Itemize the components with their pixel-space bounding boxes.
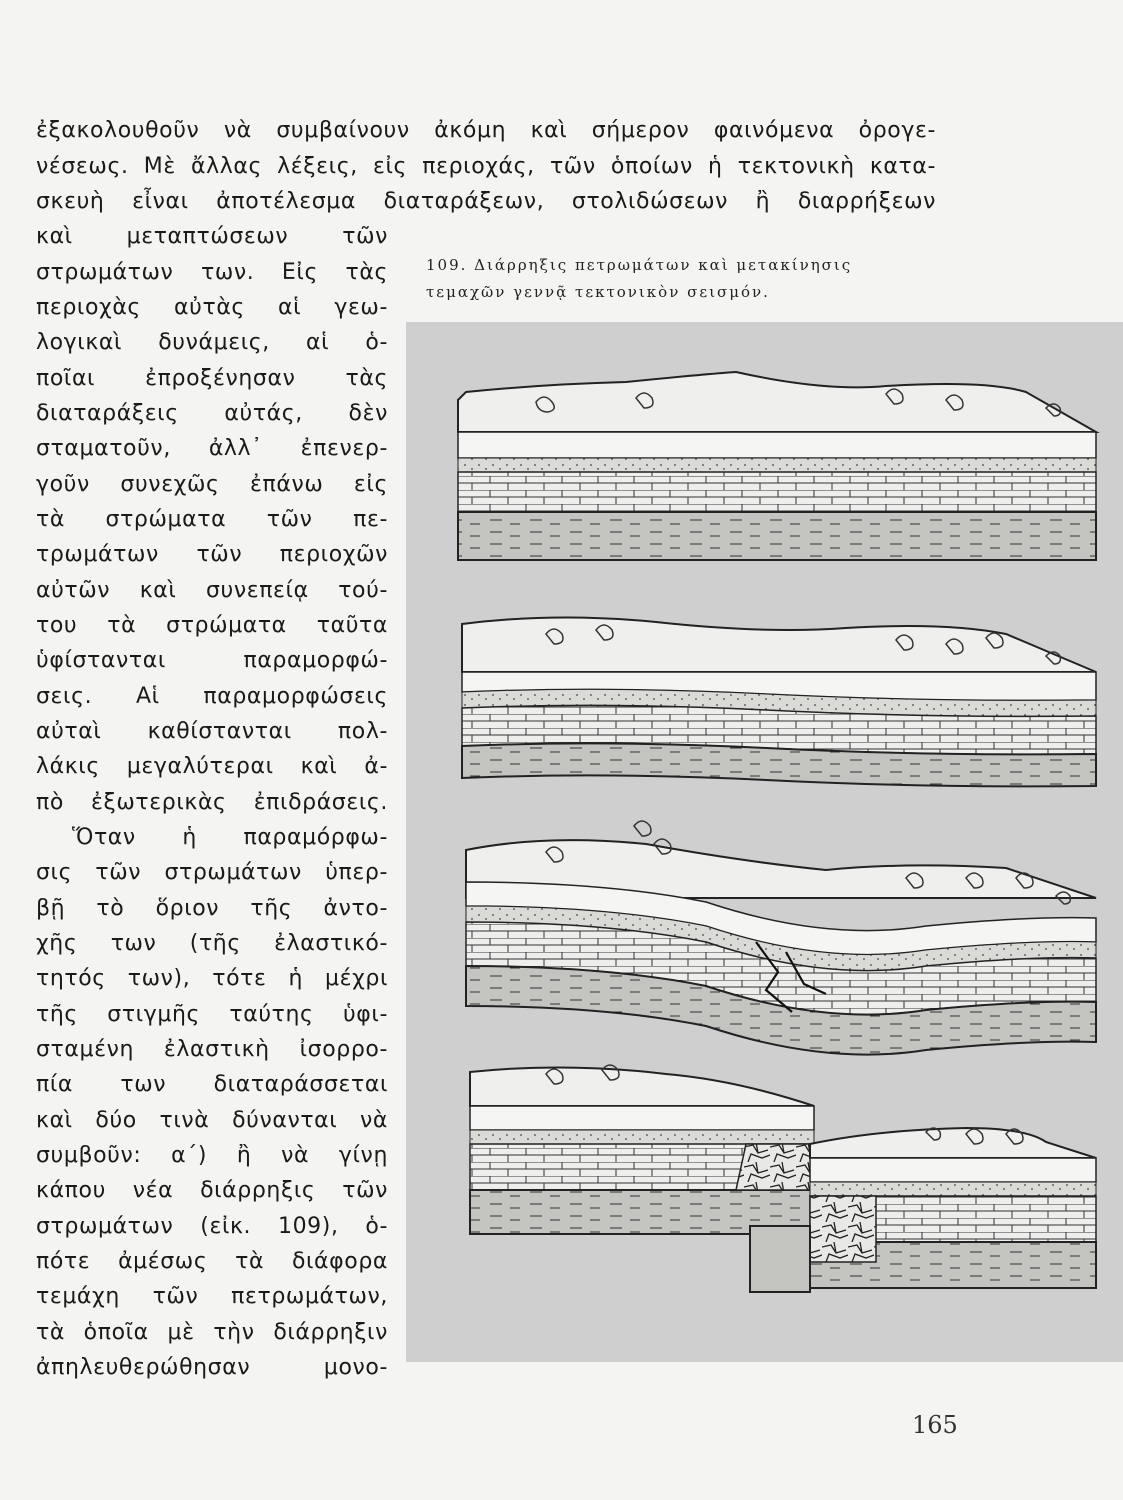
page-number: 165 <box>912 1411 958 1439</box>
text-line: νέσεως. Μὲ ἄλλας λέξεις, εἰς περιοχάς, τῶν ὁποίων ἡ τεκτονικὴ κατα- <box>36 154 936 179</box>
block-stage-1 <box>458 372 1096 560</box>
text-line: συμβοῦν: α΄) ἢ νὰ γίνῃ <box>36 1143 388 1168</box>
text-line: βῇ τὸ ὅριον τῆς ἀντο- <box>36 896 388 921</box>
text-line: Ὅταν ἡ παραμόρφω- <box>72 825 388 850</box>
text-line: λάκις μεγαλύτεραι καὶ ἀ- <box>36 754 388 779</box>
text-line: λογικαὶ δυνάμεις, αἱ ὁ- <box>36 330 388 355</box>
text-line: του τὰ στρώματα ταῦτα <box>36 613 388 638</box>
text-line: στρωμάτων των. Εἰς τὰς <box>36 260 388 285</box>
text-line: περιοχὰς αὐτὰς αἱ γεω- <box>36 295 388 320</box>
text-line: αὐταὶ καθίστανται πολ- <box>36 719 388 744</box>
text-line: τητός των), τότε ἡ μέχρι <box>36 966 388 991</box>
block-stage-4 <box>470 1065 1096 1292</box>
text-line: πὸ ἐξωτερικὰς ἐπιδράσεις. <box>36 790 388 815</box>
block-stage-2 <box>462 617 1096 786</box>
text-line: γοῦν συνεχῶς ἐπάνω εἰς <box>36 472 388 497</box>
figure-illustration <box>406 322 1123 1362</box>
text-line: κάπου νέα διάρρηξις τῶν <box>36 1178 388 1203</box>
block-diagram-svg <box>406 322 1123 1362</box>
text-line: σεις. Αἱ παραμορφώσεις <box>36 684 388 709</box>
text-line: αὐτῶν καὶ συνεπείᾳ τού- <box>36 578 388 603</box>
text-line: σκευὴ εἶναι ἀποτέλεσμα διαταράξεων, στολιδώσεων ἢ διαρρήξεων <box>36 189 936 214</box>
text-line: σις τῶν στρωμάτων ὑπερ- <box>36 860 388 885</box>
text-line: ὑφίστανται παραμορφώ- <box>36 648 388 673</box>
figure-caption-line: 109. Διάρρηξις πετρωμάτων καὶ μετακίνησις <box>426 256 853 274</box>
text-line: χῆς των (τῆς ἐλαστικό- <box>36 931 388 956</box>
text-line: σταματοῦν, ἀλλ᾽ ἐπενερ- <box>36 436 388 461</box>
text-line: τὰ στρώματα τῶν πε- <box>36 507 388 532</box>
text-line: διαταράξεις αὐτάς, δὲν <box>36 401 388 426</box>
text-line: καὶ δύο τινὰ δύνανται νὰ <box>36 1108 388 1133</box>
text-line: ἐξακολουθοῦν νὰ συμβαίνουν ἀκόμη καὶ σήμερον φαινόμενα ὀρογε- <box>36 118 936 143</box>
text-line: ποῖαι ἐπροξένησαν τὰς <box>36 366 388 391</box>
text-line: καὶ μεταπτώσεων τῶν <box>36 224 388 249</box>
text-line: πία των διαταράσσεται <box>36 1072 388 1097</box>
text-line: σταμένη ἐλαστικὴ ἰσορρο- <box>36 1037 388 1062</box>
text-line: τρωμάτων τῶν περιοχῶν <box>36 542 388 567</box>
block-stage-3 <box>466 821 1096 1055</box>
text-line: ἀπηλευθερώθησαν μονο- <box>36 1355 388 1380</box>
text-line: τὰ ὁποῖα μὲ τὴν διάρρηξιν <box>36 1320 388 1345</box>
text-line: τεμάχη τῶν πετρωμάτων, <box>36 1284 388 1309</box>
text-line: πότε ἀμέσως τὰ διάφορα <box>36 1249 388 1274</box>
figure-caption-line: τεμαχῶν γεννᾷ τεκτονικὸν σεισμόν. <box>426 283 770 301</box>
text-line: τῆς στιγμῆς ταύτης ὑφι- <box>36 1002 388 1027</box>
text-line: στρωμάτων (εἰκ. 109), ὁ- <box>36 1214 388 1239</box>
